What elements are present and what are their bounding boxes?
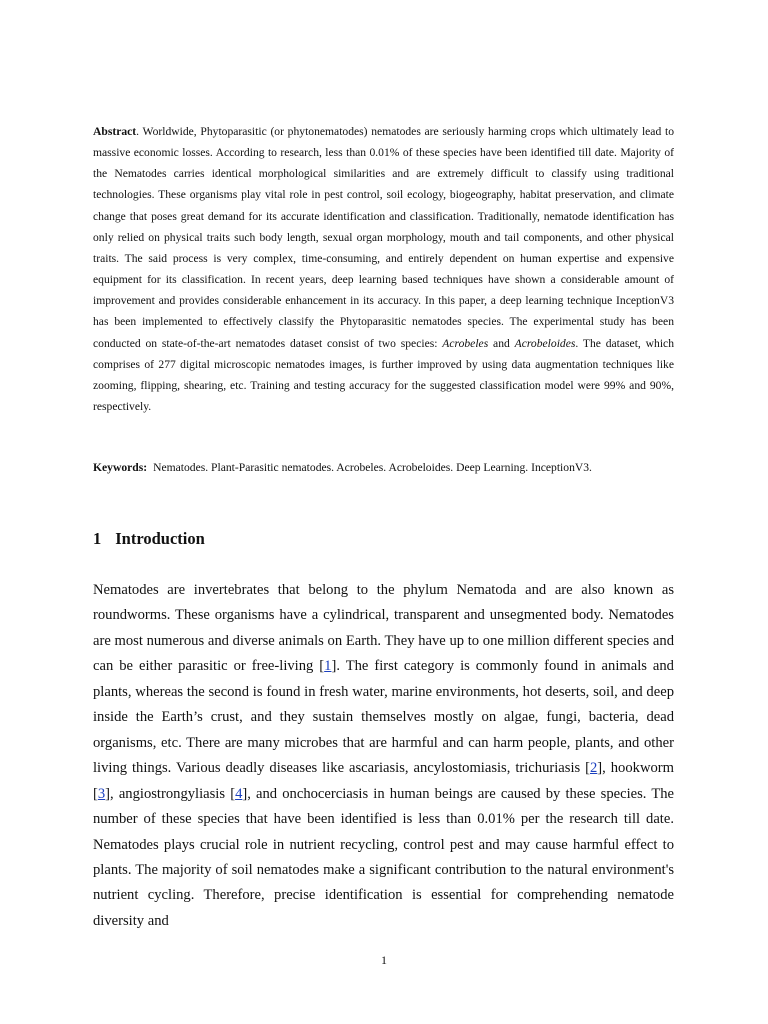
abstract-and: and <box>488 336 515 350</box>
intro-text-4: ], angiostrongyliasis [ <box>105 785 236 802</box>
citation-link-1[interactable]: 1 <box>324 658 332 675</box>
abstract-text-1: . Worldwide, Phytoparasitic (or phytonematodes) nematodes are seriously harming crops which ultimately lead to massive economic losses. According to research, less than 0.01% of these species have been identified till date. Majority of the Nematodes carries identical morphological similarities and are extremely difficult to classify using traditional technologies. These organisms play vital role in pest control, soil ecology, biogeography, habitat preservation, and climate change that poses great demand for its accurate identification and classification. Traditionally, nematode identification has only relied on physical traits such body length, sexual organ morphology, mouth and tail components, and other physical traits. The said process is very complex, time-consuming, and entirely dependent on human expertise and expensive equipment for its classification. In recent years, deep learning based techniques have shown a considerable amount of improvement and provides considerable enhancement in its accuracy. In this paper, a deep learning technique InceptionV3 has been implemented to effectively classify the Phytoparasitic nematodes species. The experimental study has been conducted on state-of-the-art nematodes dataset consist of two species: <box>93 125 674 350</box>
abstract-paragraph <box>93 121 674 417</box>
intro-text-1: Nematodes are invertebrates that belong to the phylum Nematoda and are also known as roundworms. These organisms have a cylindrical, transparent and unsegmented body. Nematodes are most numerous and diverse animals on Earth. They have up to one million different species and can be either parasitic or free-living [ <box>93 582 674 675</box>
abstract-species-2: Acrobeloides <box>514 336 576 350</box>
abstract-text-2: . The dataset, which comprises of 277 digital microscopic nematodes images, is further improved by using data augmentation techniques like zooming, flipping, shearing, etc. Training and testing accuracy for the suggested classification model were 99% and 90%, respectively. <box>93 336 674 414</box>
intro-text-5: ], and onchocerciasis in human beings are caused by these species. The number of these species that have been identified is less than 0.01% per the research till date. Nematodes plays crucial role in nutrient recycling, control pest and may cause harmful effect to plants. The majority of soil nematodes make a significant contribution to the natural environment's nutrient cycling. Therefore, precise identification is essential for comprehending nematode diversity and <box>93 785 675 929</box>
page-number: 1 <box>381 953 387 967</box>
intro-text-3: ], hookworm [ <box>93 760 674 802</box>
section-title: Introduction <box>115 529 205 548</box>
citation-link-4[interactable]: 4 <box>235 785 243 802</box>
intro-text-2: ]. The first category is commonly found in animals and plants, whereas the second is found in fresh water, marine environments, hot deserts, soil, and deep inside the Earth’s crust, and they sustain themselves mostly on algae, fungi, bacteria, dead organisms, etc. There are many microbes that are harmful and can harm people, plants, and other living things. Various deadly diseases like ascariasis, ancylostomiasis, trichuriasis [ <box>93 658 674 777</box>
keywords-label: Keywords: <box>93 461 148 474</box>
section-number: 1 <box>93 529 102 548</box>
keywords-line <box>93 457 674 478</box>
citation-link-2[interactable]: 2 <box>590 760 598 777</box>
keywords-text: Nematodes. Plant-Parasitic nematodes. Acrobeles. Acrobeloides. Deep Learning. InceptionV3. <box>153 461 592 474</box>
abstract-species-1: Acrobeles <box>442 336 489 350</box>
introduction-paragraph <box>93 578 674 934</box>
citation-link-3[interactable]: 3 <box>97 785 106 802</box>
section-heading <box>93 526 205 552</box>
abstract-label: Abstract <box>93 125 137 138</box>
